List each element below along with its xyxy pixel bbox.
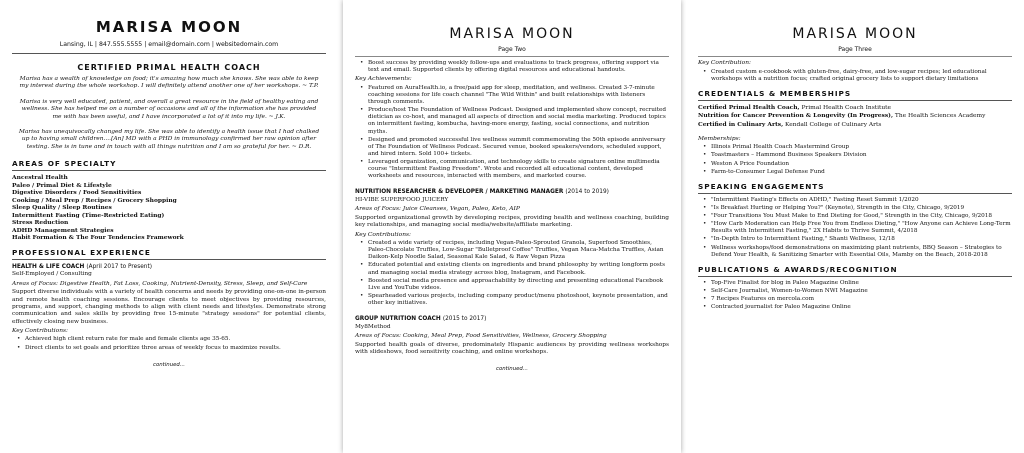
resume-page-two	[343, 0, 681, 453]
resume-page-one	[0, 0, 338, 453]
section-heading-credentials: CREDENTIALS & MEMBERSHIPS	[698, 88, 852, 98]
job-focus: Areas of Focus: Digestive Health, Fat Loss, Cooking, Nutrient-Density, Stress, Sleep, and Self-Care	[12, 280, 308, 287]
job-summary: Supported health goals of diverse, predominately Hispanic audiences by providing wellness workshops with slideshows, food sensitivity coaching, and online workshops.	[355, 341, 669, 355]
job-title-text: NUTRITION RESEARCHER & DEVELOPER / MARKETING MANAGER	[355, 189, 564, 196]
specialty-item: Sleep Quality / Sleep Routines	[12, 204, 112, 212]
list-item: • Farm-to-Consumer Legal Defense Fund	[698, 169, 1012, 176]
specialty-item: Intermittent Fasting (Time-Restricted Eating)	[12, 211, 165, 219]
contributions-label: Key Contributions:	[12, 327, 69, 334]
list-item: • Produce/host The Foundation of Wellness Podcast. Designed and implemented show concept, recruited dietician as co-host, and managed all aspects of direction and social media marketing. Produced topics on intermittent fasting, kombucha, having-more energy, fasting, social connections, and nutrition myths.	[355, 107, 669, 136]
continued-note: continued...	[152, 361, 185, 368]
section-divider	[698, 100, 1012, 101]
list-item: • Boost success by providing weekly follow-ups and evaluations to track progress, offering support via text and email. Supported clients by offering digital resources and educational handouts.	[355, 60, 669, 74]
testimonial-quote: Marisa is very well educated, patient, and overall a great resource in the field of healthy eating and wellness. She has helped me on a number of occasions and all of the information she has provided me with has been useful, and I have incorporated a lot of it into my life. ~ J.K.	[19, 98, 319, 120]
publications-list	[698, 280, 1012, 312]
testimonial-quote: Marisa has unequivocally changed my life. She was able to identify a health issue that I had chalked up to having small children....[An] MD with a PHD in immunology confirmed her raw opinion after testing. She is in tune and in touch with all things nutrition and I am so grateful for her. ~ D.R.	[18, 128, 320, 150]
section-divider	[12, 170, 326, 171]
job-title	[12, 264, 326, 272]
job-company: HI-VIBE SUPERFOOD JUICERY	[355, 196, 449, 203]
list-item: • "In-Depth Intro to Intermittent Fasting," Shanti Wellness, 12/18	[698, 236, 1012, 243]
header-divider	[12, 53, 326, 54]
list-item: • Toastmasters – Hammond Business Speakers Division	[698, 152, 1012, 159]
job-focus: Areas of Focus: Cooking, Meal Prep, Food Sensitivities, Wellness, Grocery Shopping	[355, 333, 607, 340]
specialty-item: Paleo / Primal Diet & Lifestyle	[12, 181, 112, 189]
specialty-item: ADHD Management Strategies	[12, 226, 114, 234]
continued-note: continued...	[495, 366, 528, 373]
specialty-list	[12, 174, 326, 242]
list-item: • "How Carb Moderation can Help Free You from Endless Dieting," "How Anyone can Achieve Long-Term Results with Intermittent Fasting," 2X Habits to Thrive Summit, 4/2018	[698, 221, 1012, 235]
candidate-name: MARISA MOON	[95, 18, 243, 36]
job-company: Self-Employed / Consulting	[12, 271, 92, 278]
job-summary: Supported organizational growth by developing recipes, providing health and wellness coaching, building key relationships, and managing social media/website/affiliate marketing.	[355, 214, 669, 229]
contributions-list	[12, 336, 326, 351]
list-item: • Top-Five Finalist for blog in Paleo Magazine Online	[698, 280, 1012, 287]
credential-name: Certified in Culinary Arts,	[698, 121, 784, 129]
job-company: My8Method	[355, 323, 391, 330]
page-number: Page Three	[838, 46, 872, 53]
list-item: • Self-Care Journalist, Women-to-Women NWI Magazine	[698, 288, 1012, 295]
section-divider	[698, 276, 1012, 277]
list-item: • Weston A Price Foundation	[698, 161, 1012, 168]
candidate-name: MARISA MOON	[792, 26, 918, 42]
credential-item	[698, 121, 1012, 130]
job-dates: (2014 to 2019)	[565, 189, 609, 196]
section-heading-publications: PUBLICATIONS & AWARDS/RECOGNITION	[698, 264, 898, 274]
testimonial-quote: Marisa has a wealth of knowledge on food; it's amazing how much she knows. She was able to keep my interest during the whole workshop. I will definitely attend another one of her workshops. ~ T.P.	[19, 76, 319, 90]
job-title	[355, 316, 669, 324]
contact-line: Lansing, IL | 847.555.5555 | email@domain.com | websitedomain.com	[59, 41, 279, 48]
job-focus: Areas of Focus: Juice Cleanses, Vegan, Paleo, Keto, AIP	[355, 206, 520, 213]
list-item: • Direct clients to set goals and prioritize three areas of weekly focus to maximize results.	[12, 345, 326, 352]
credential-name: Certified Primal Health Coach,	[698, 103, 800, 111]
credential-item	[698, 112, 1012, 121]
job-dates: (April 2017 to Present)	[86, 263, 152, 270]
contributions-list	[355, 60, 669, 74]
contributions-list	[355, 240, 669, 307]
list-item: • Boosted social media presence and approachability by directing and presenting educational Facebook Live and YouTube videos.	[355, 278, 669, 292]
page-number: Page Two	[498, 46, 526, 53]
section-heading-speaking: SPEAKING ENGAGEMENTS	[698, 181, 825, 191]
job-dates: (2015 to 2017)	[442, 316, 487, 323]
specialty-item: Stress Reduction	[12, 219, 69, 227]
specialty-item: Habit Formation & The Four Tendencies Framework	[12, 234, 184, 242]
credential-item	[698, 104, 1012, 113]
resume-page-three	[686, 0, 1024, 453]
credential-issuer: Kendall College of Culinary Arts	[783, 122, 882, 129]
speaking-list	[698, 197, 1012, 259]
list-item: • Leveraged organization, communication, and technology skills to create signature online multimedia course "Intermittent Fasting Freedom". Wrote and recorded all educational content, developed worksheets and resources, interacted with members, and marketed course.	[355, 159, 669, 180]
list-item: • Illinois Primal Health Coach Mastermind Group	[698, 144, 1012, 151]
header-divider	[698, 56, 1012, 57]
job-title	[355, 189, 669, 197]
contributions-label: Key Contribution:	[698, 60, 751, 66]
list-item: • Spearheaded various projects, including company product/menu photoshoot, keynote presentation, and other key initiatives.	[355, 293, 669, 307]
list-item: • 7 Recipes Features on mercola.com	[698, 296, 1012, 303]
memberships-list	[698, 144, 1012, 176]
list-item: • Contracted journalist for Paleo Magazine Online	[698, 304, 1012, 311]
list-item: • Wellness workshops/food demonstrations on maximizing plant nutrients, BBQ Season – Strategies to Defend Your Health, & Sanitizing Smarter with Essential Oils, Mamby on the Beach, 2018-2018	[698, 245, 1012, 259]
job-summary: Support diverse individuals with a variety of health concerns and needs by providing one-on-one in-person and remote health coaching sessions. Encourage clients to meet objectives by providing resources, programs, and support, changing methods to align with client needs and lifestyles. Demonstrate strong communication and sales skills by providing free 15-minute "strategy sessions" for potential clients, effectively closing new business.	[12, 289, 326, 325]
list-item: • Educated potential and existing clients on ingredients and brand philosophy by writing longform posts and managing social media strategy across blog, Instagram, and Facebook.	[355, 262, 669, 276]
section-heading-specialty: AREAS OF SPECIALTY	[12, 159, 117, 168]
credential-name: Nutrition for Cancer Prevention & Longevity (In Progress),	[698, 112, 894, 120]
specialty-item: Cooking / Meal Prep / Recipes / Grocery Shopping	[12, 196, 177, 204]
candidate-name: MARISA MOON	[449, 26, 575, 42]
specialty-item: Ancestral Health	[12, 174, 68, 181]
list-item: • Designed and promoted successful live wellness summit commemorating the 50th episode anniversary of The Foundation of Wellness Podcast. Secured venue, booked speakers/vendors, scheduled support, and hired intern. Sold 100+ tickets.	[355, 137, 669, 158]
specialty-item: Digestive Disorders / Food Sensitivities	[12, 189, 142, 197]
contributions-list	[698, 69, 1012, 83]
section-divider	[698, 193, 1012, 194]
professional-title: CERTIFIED PRIMAL HEALTH COACH	[77, 63, 261, 72]
credential-issuer: The Health Sciences Academy	[893, 113, 986, 120]
memberships-label: Memberships:	[698, 135, 741, 142]
section-divider	[12, 259, 326, 260]
job-title-text: HEALTH & LIFE COACH	[12, 263, 85, 270]
contributions-label: Key Contributions:	[355, 231, 412, 238]
list-item: • Achieved high client return rate for male and female clients age 35-65.	[12, 336, 326, 343]
achievements-label: Key Achievements:	[355, 76, 412, 83]
section-heading-experience: PROFESSIONAL EXPERIENCE	[12, 247, 151, 257]
list-item: • "Four Transitions You Must Make to End Dieting for Good," Strength in the City, Chicago, 9/2018	[698, 213, 1012, 220]
credential-issuer: Primal Health Coach Institute	[799, 104, 891, 111]
job-title-text: GROUP NUTRITION COACH	[355, 316, 441, 323]
list-item: • Created a wide variety of recipes, including Vegan-Paleo-Sprouted Granola, Superfood Smoothies, Paleo-Chocolate Truffles, Low-Sugar "Bulletproof Coffee" Truffles, Vegan Maca-Matcha Truffles, Asian Daikon-Kelp Noodle Salad, Seasonal Kale Salad, & Raw Vegan Pizza	[355, 240, 669, 261]
list-item: • Created custom e-cookbook with gluten-free, dairy-free, and low-sugar recipes; led educational workshops with a nutrition focus; crafted original grocery lists to support dietary limitations	[698, 69, 1012, 83]
list-item: • "Is Breakfast Hurting or Helping You?" (Keynote), Strength in the City, Chicago, 9/2019	[698, 205, 1012, 212]
achievements-list	[355, 85, 669, 181]
list-item: • Featured on AuraHealth.io, a free/paid app for sleep, meditation, and wellness. Created 3-7-minute coaching sessions for life coach channel "The Wild Within" and built relationships with listeners through comments.	[355, 85, 669, 106]
header-divider	[355, 56, 669, 57]
list-item: • "Intermittent Fasting's Effects on ADHD," Fasting Reset Summit 1/2020	[698, 197, 1012, 204]
